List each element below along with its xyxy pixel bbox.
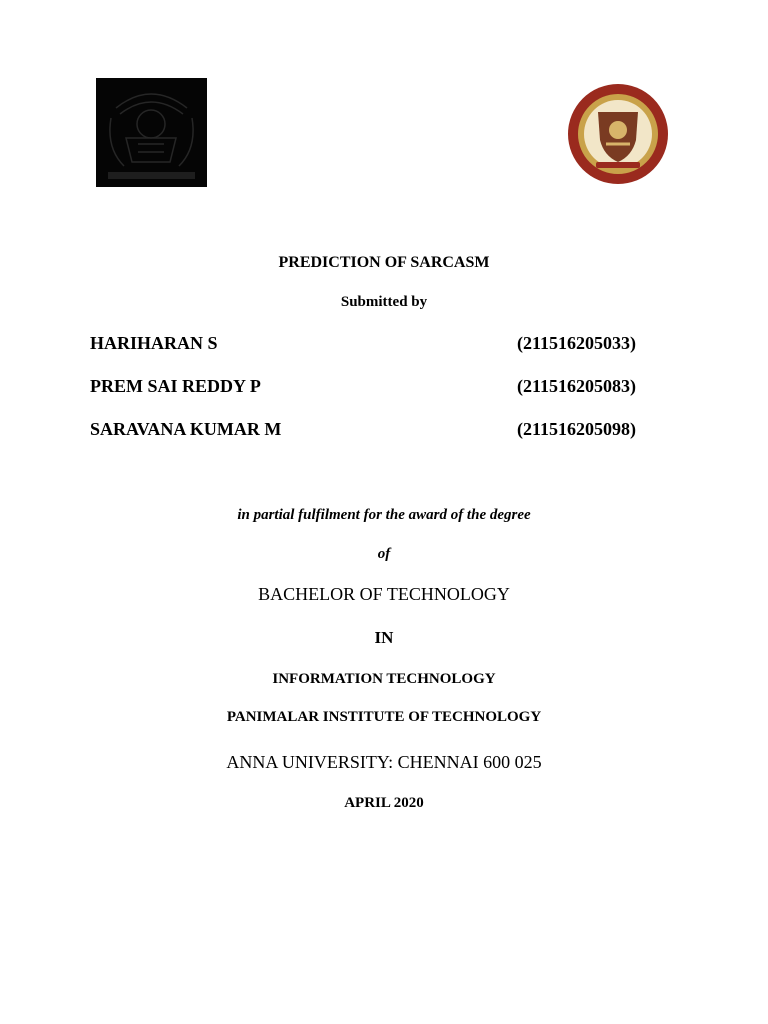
student-row: [90, 419, 670, 443]
university-name: ANNA UNIVERSITY: CHENNAI 600 025: [226, 752, 542, 772]
branch-name: INFORMATION TECHNOLOGY: [272, 671, 496, 687]
student-roll-number: (211516205083): [517, 376, 636, 396]
in-text: IN: [374, 628, 394, 647]
institute-seal-icon: [566, 82, 670, 186]
report-title: PREDICTION OF SARCASM: [278, 254, 490, 271]
university-emblem-icon: [96, 78, 207, 187]
student-name: SARAVANA KUMAR M: [90, 419, 282, 439]
partial-fulfilment-text: in partial fulfilment for the award of the degree: [237, 507, 531, 523]
submitted-by-label: Submitted by: [340, 294, 428, 310]
student-row: [90, 333, 670, 357]
submission-date: APRIL 2020: [344, 795, 424, 811]
student-row: [90, 376, 670, 400]
student-roll-number: (211516205098): [517, 419, 636, 439]
student-name: PREM SAI REDDY P: [90, 376, 261, 396]
student-name: HARIHARAN S: [90, 333, 218, 353]
of-text: of: [377, 546, 391, 562]
institution-name: PANIMALAR INSTITUTE OF TECHNOLOGY: [226, 709, 542, 725]
student-roll-number: (211516205033): [517, 333, 636, 353]
degree-name: BACHELOR OF TECHNOLOGY: [258, 584, 510, 604]
